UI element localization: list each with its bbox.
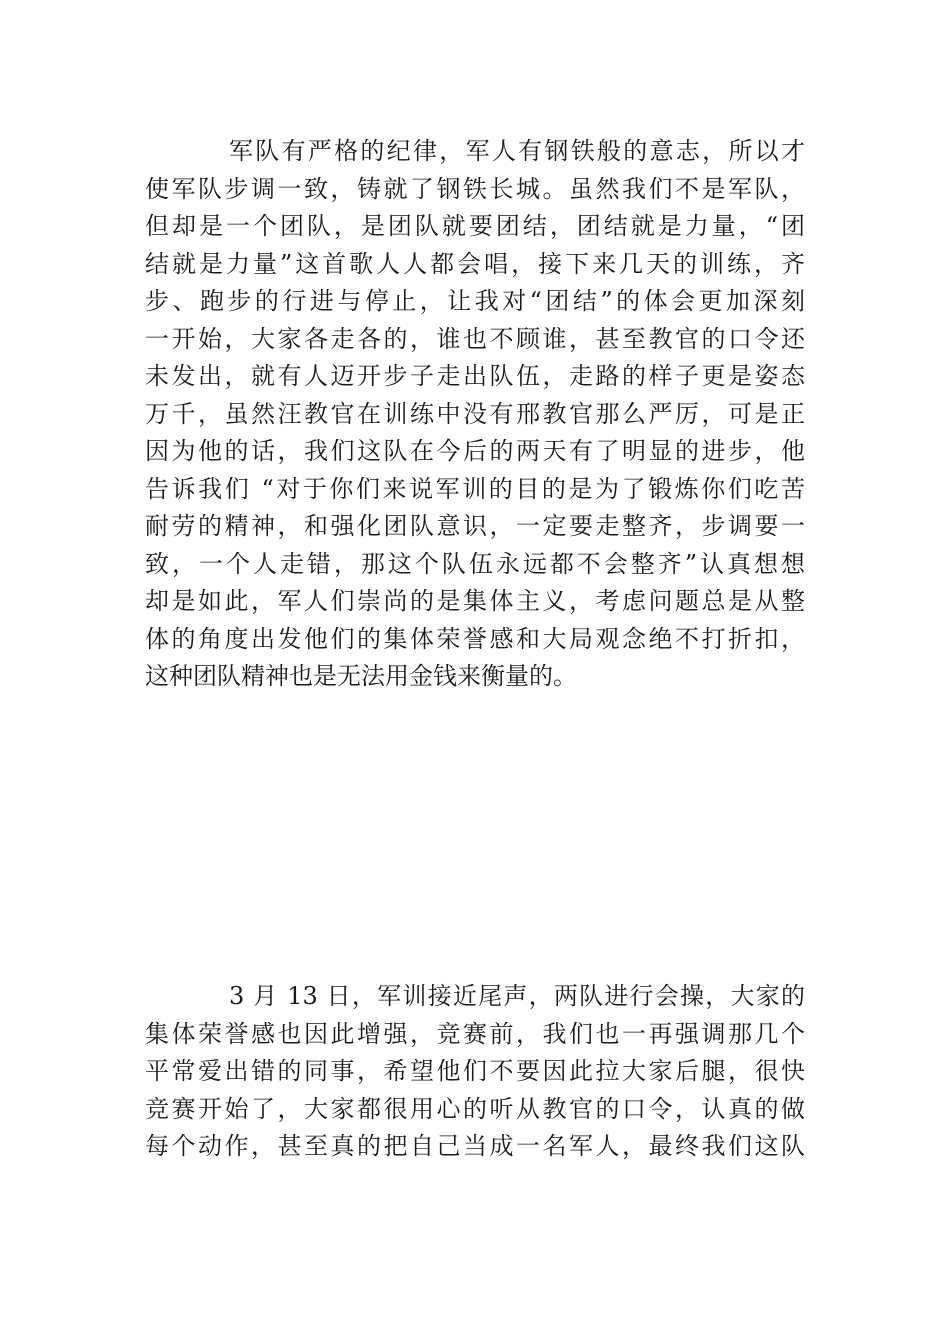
text-line: 告诉我们 “对于你们来说军训的目的是为了锻炼你们吃苦 <box>145 474 805 503</box>
text-line: 未发出，就有人迈开步子走出队伍，走路的样子更是姿态 <box>145 362 805 390</box>
text-line: 万千，虽然汪教官在训练中没有邢教官那么严厉，可是正 <box>145 399 805 428</box>
text-line: 使军队步调一致，铸就了钢铁长城。虽然我们不是军队， <box>145 174 805 203</box>
text-line: 致，一个人走错，那这个队伍永远都不会整齐”认真想想 <box>145 549 805 578</box>
text-line: 竞赛开始了，大家都很用心的听从教官的口令，认真的做 <box>145 1094 805 1123</box>
text-line: 却是如此，军人们崇尚的是集体主义，考虑问题总是从整 <box>145 587 805 615</box>
text-line: 3 月 13 日，军训接近尾声，两队进行会操，大家的 <box>229 982 805 1010</box>
text-line: 但却是一个团队，是团队就要团结，团结就是力量，“团 <box>145 212 805 240</box>
text-line: 一开始，大家各走各的，谁也不顾谁，甚至教官的口令还 <box>145 324 805 353</box>
text-line: 体的角度出发他们的集体荣誉感和大局观念绝不打折扣， <box>145 624 805 653</box>
text-line: 平常爱出错的同事，希望他们不要因此拉大家后腿，很快 <box>145 1057 805 1085</box>
paragraph-1 <box>145 133 805 696</box>
text-line: 耐劳的精神，和强化团队意识，一定要走整齐，步调要一 <box>145 512 805 540</box>
text-line: 结就是力量”这首歌人人都会唱，接下来几天的训练，齐 <box>145 249 805 278</box>
text-line: 因为他的话，我们这队在今后的两天有了明显的进步，他 <box>145 437 805 465</box>
paragraph-2 <box>145 978 805 1166</box>
text-line: 每个动作，甚至真的把自己当成一名军人，最终我们这队 <box>145 1132 805 1160</box>
text-line: 军队有严格的纪律，军人有钢铁般的意志，所以才 <box>229 137 805 165</box>
text-line: 这种团队精神也是无法用金钱来衡量的。 <box>145 662 577 690</box>
text-line: 集体荣誉感也因此增强，竞赛前，我们也一再强调那几个 <box>145 1019 805 1048</box>
text-line: 步、跑步的行进与停止，让我对“团结”的体会更加深刻 <box>145 287 805 315</box>
